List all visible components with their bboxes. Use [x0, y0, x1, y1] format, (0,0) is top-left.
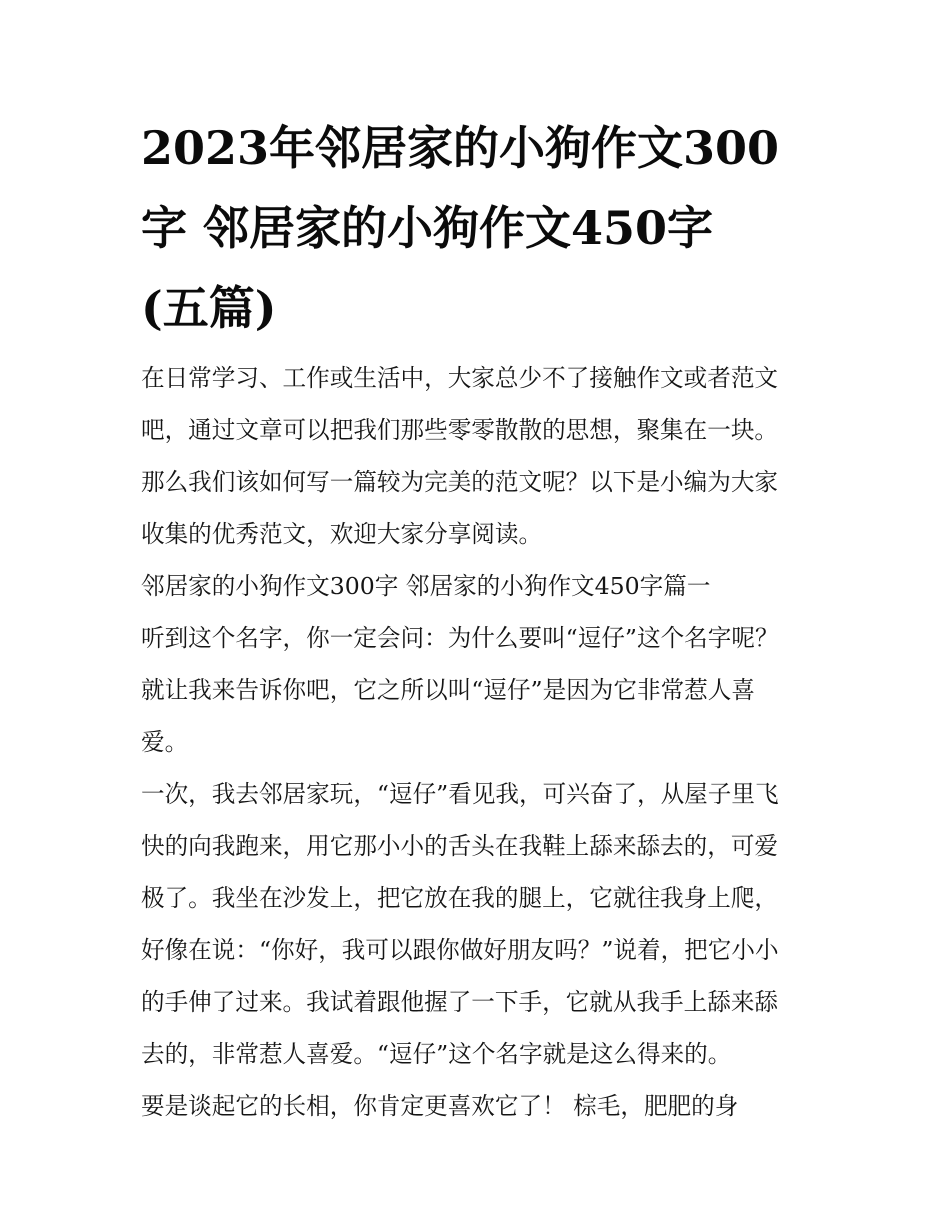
section-heading: 邻居家的小狗作文300字 邻居家的小狗作文450字篇一 [141, 572, 711, 600]
intro-line: 吧，通过文章可以把我们那些零零散散的思想，聚集在一块。 [141, 416, 779, 444]
intro-line: 那么我们该如何写一篇较为完美的范文呢？以下是小编为大家 [141, 468, 779, 496]
paragraph-line: 就让我来告诉你吧，它之所以叫“逗仔”是因为它非常惹人喜 [141, 676, 755, 704]
paragraph-line: 极了。我坐在沙发上，把它放在我的腿上，它就往我身上爬， [141, 884, 779, 912]
paragraph-line: 听到这个名字，你一定会问：为什么要叫“逗仔”这个名字呢？ [141, 624, 779, 652]
paragraph-line: 一次，我去邻居家玩，“逗仔”看见我，可兴奋了，从屋子里飞 [141, 780, 779, 808]
intro-line: 在日常学习、工作或生活中，大家总少不了接触作文或者范文 [141, 364, 779, 392]
paragraph-line: 快的向我跑来，用它那小小的舌头在我鞋上舔来舔去的，可爱 [141, 832, 779, 860]
paragraph-line: 的手伸了过来。我试着跟他握了一下手，它就从我手上舔来舔 [141, 988, 779, 1016]
title-line: (五篇) [141, 281, 277, 335]
paragraph-line: 好像在说：“你好，我可以跟你做好朋友吗？”说着，把它小小 [141, 936, 779, 964]
paragraph-line: 去的，非常惹人喜爱。“逗仔”这个名字就是这么得来的。 [141, 1040, 732, 1068]
paragraph-line: 要是谈起它的长相，你肯定更喜欢它了！ 棕毛，肥肥的身 [141, 1092, 739, 1120]
title-line: 字 邻居家的小狗作文450字 [141, 201, 714, 255]
title-line: 2023年邻居家的小狗作文300 [141, 121, 780, 175]
paragraph-line: 爱。 [141, 728, 189, 756]
intro-line: 收集的优秀范文，欢迎大家分享阅读。 [141, 520, 543, 548]
document-title [141, 108, 821, 348]
document-body [141, 352, 821, 1132]
